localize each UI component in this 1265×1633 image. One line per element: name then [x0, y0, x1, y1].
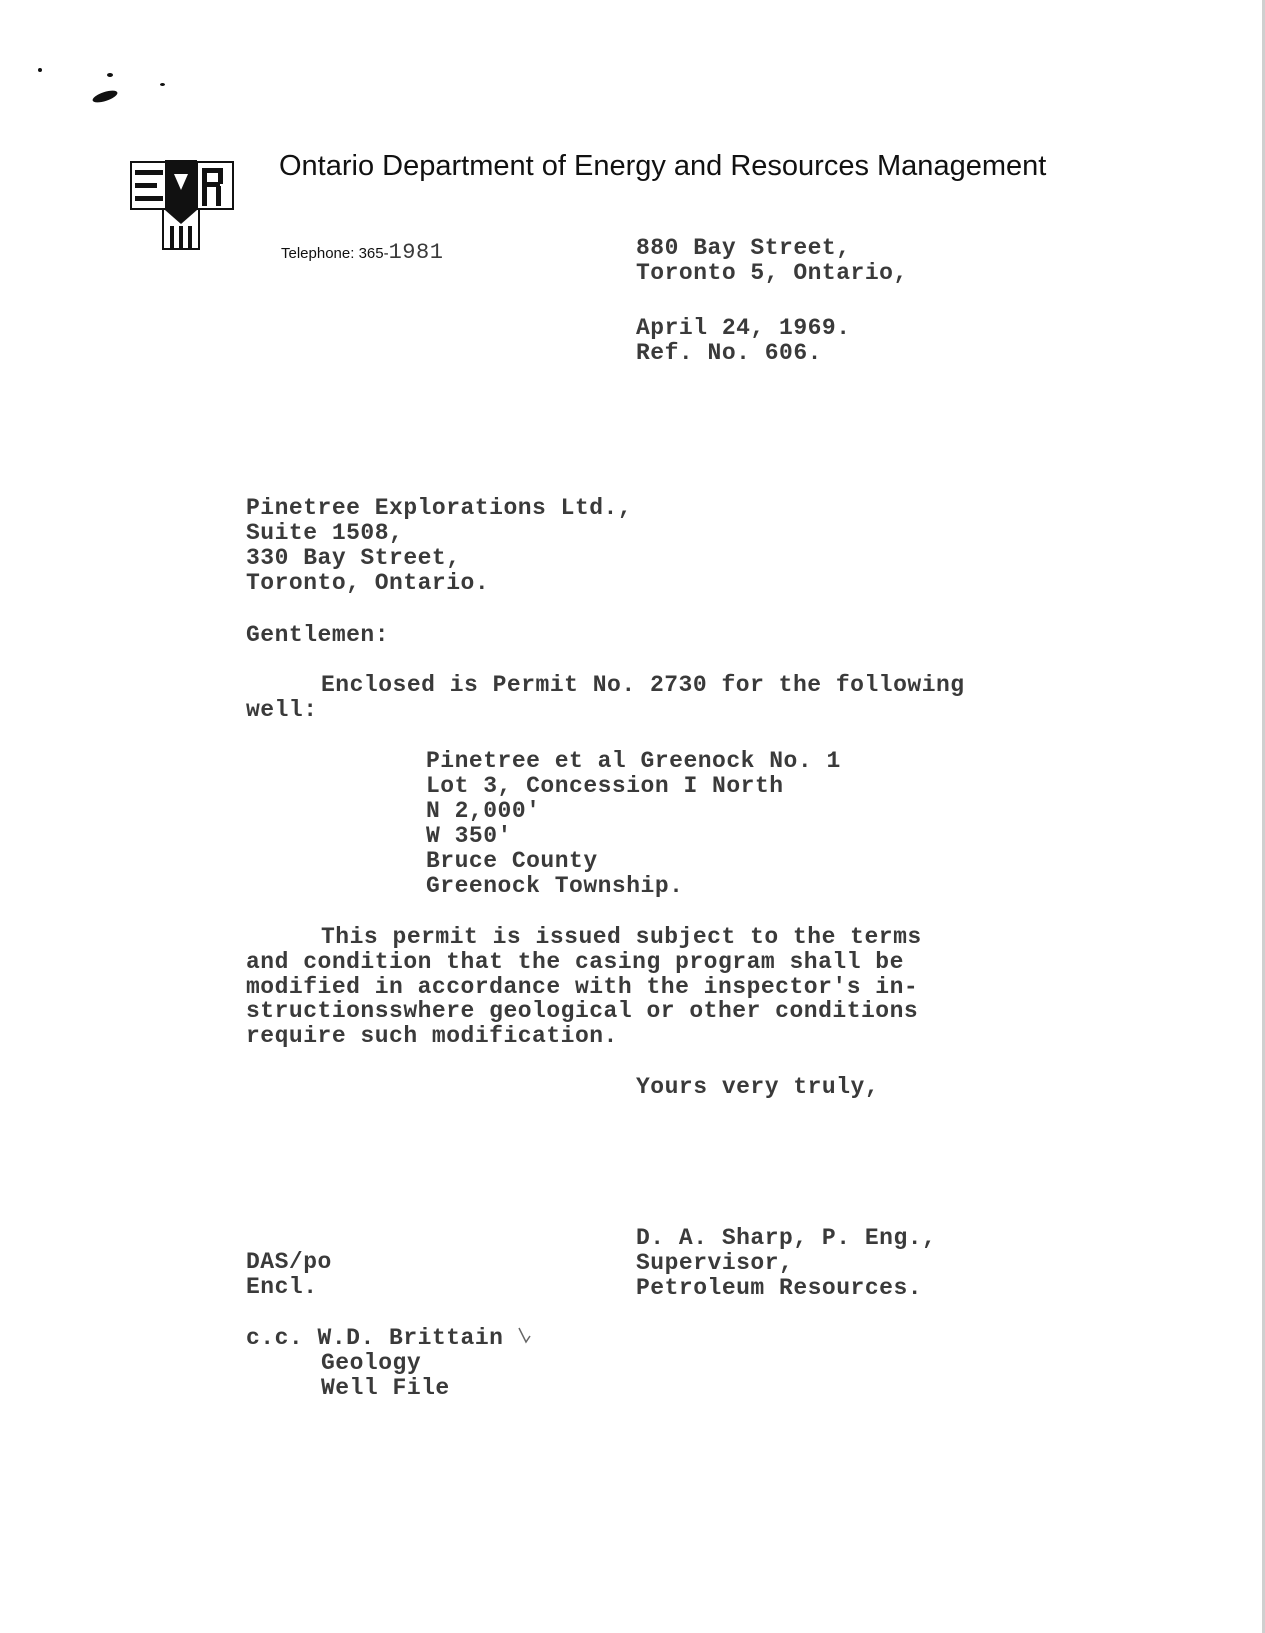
- cc-others: [321, 1351, 450, 1401]
- well-line: Greenock Township.: [426, 873, 684, 899]
- well-line: Pinetree et al Greenock No. 1: [426, 748, 841, 774]
- body-line: modified in accordance with the inspector's in-: [246, 973, 919, 1000]
- intro-line: well:: [246, 697, 318, 723]
- signature-block: [636, 1226, 936, 1301]
- recipient-address: [246, 496, 632, 596]
- initials-block: [246, 1250, 332, 1300]
- recipient-line: Suite 1508,: [246, 520, 404, 546]
- well-line: N 2,000': [426, 798, 541, 824]
- recipient-line: 330 Bay Street,: [246, 545, 461, 571]
- ink-smudge: [91, 88, 119, 105]
- initials: DAS/po: [246, 1249, 332, 1275]
- signature-line: D. A. Sharp, P. Eng.,: [636, 1225, 937, 1251]
- recipient-line: Toronto, Ontario.: [246, 570, 490, 596]
- telephone-label: Telephone: 365-: [281, 245, 389, 262]
- department-name: Ontario Department of Energy and Resources Management: [279, 150, 1047, 182]
- enclosure-note: Encl.: [246, 1274, 318, 1300]
- body-line: require such modification.: [246, 1022, 618, 1049]
- well-line: W 350': [426, 823, 512, 849]
- department-logo: [130, 160, 242, 265]
- body-line: This permit is issued subject to the terms: [321, 924, 922, 950]
- address-line: 880 Bay Street,: [636, 235, 851, 261]
- recipient-line: Pinetree Explorations Ltd.,: [246, 495, 633, 521]
- well-line: Bruce County: [426, 848, 598, 874]
- reference-number: Ref. No. 606.: [636, 340, 822, 366]
- closing: Yours very truly,: [636, 1074, 880, 1100]
- signature-line: Petroleum Resources.: [636, 1275, 923, 1301]
- intro-line: Enclosed is Permit No. 2730 for the following: [321, 672, 965, 698]
- well-description: [426, 749, 841, 899]
- cc-recipient: Well File: [321, 1375, 450, 1401]
- ink-speck: [160, 83, 165, 86]
- telephone: [281, 240, 443, 265]
- telephone-number: 1981: [388, 240, 444, 265]
- cc-label: c.c.: [246, 1325, 304, 1351]
- salutation: Gentlemen:: [246, 622, 390, 648]
- letter-date: April 24, 1969.: [636, 315, 851, 341]
- ink-speck: [107, 73, 113, 77]
- cc-recipient: W.D. Brittain: [317, 1325, 504, 1351]
- cc-recipient: Geology: [321, 1350, 422, 1376]
- signature-line: Supervisor,: [636, 1250, 794, 1276]
- address-line: Toronto 5, Ontario,: [636, 260, 908, 286]
- date-ref: [636, 316, 851, 366]
- cc-line: [246, 1326, 532, 1351]
- body-line: structionsswhere geological or other conditions: [246, 998, 919, 1024]
- ink-speck: [38, 68, 42, 72]
- check-mark-icon: [518, 1326, 532, 1346]
- well-line: Lot 3, Concession I North: [426, 773, 784, 799]
- sender-address: [636, 236, 908, 286]
- body-paragraph: [246, 950, 918, 1048]
- body-line: and condition that the casing program shall be: [246, 949, 904, 975]
